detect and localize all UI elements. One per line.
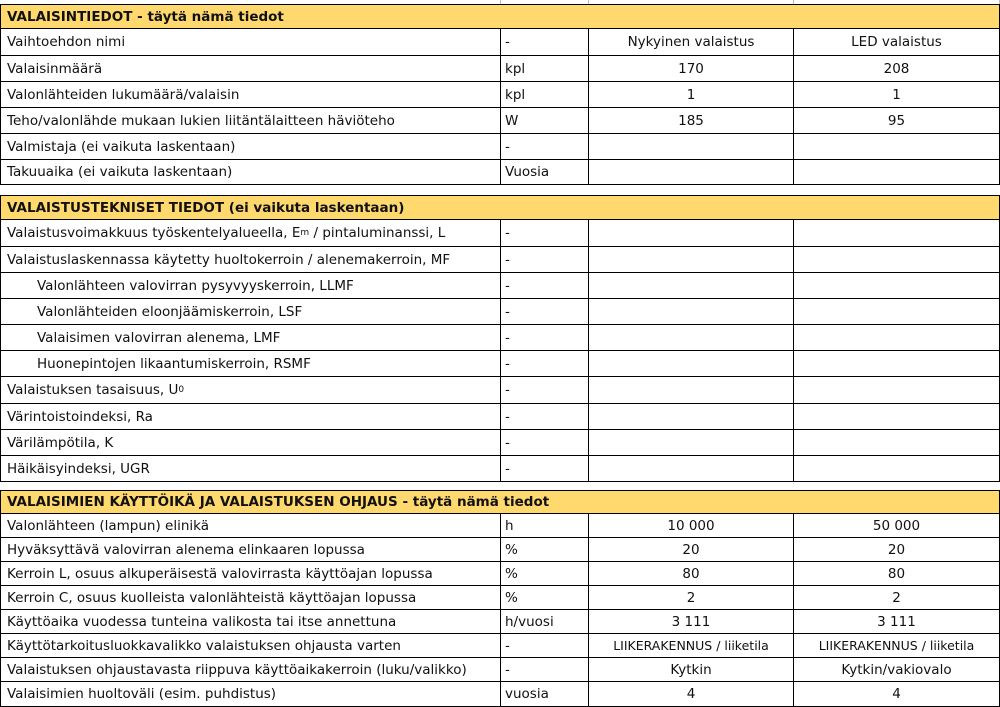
table-row bbox=[0, 108, 1000, 134]
value-cell-current[interactable] bbox=[589, 325, 794, 351]
row-label: Värilämpötila, K bbox=[0, 430, 501, 456]
value-cell-current[interactable] bbox=[589, 456, 794, 482]
row-label: Värintoistoindeksi, Ra bbox=[0, 404, 501, 430]
value-cell-current[interactable]: Nykyinen valaistus bbox=[589, 29, 794, 56]
row-label: Kerroin C, osuus kuolleista valonlähteistä käyttöajan lopussa bbox=[0, 586, 501, 610]
unit-cell[interactable]: - bbox=[501, 299, 589, 325]
value-cell-current[interactable] bbox=[589, 134, 794, 160]
unit-cell[interactable]: kpl bbox=[501, 82, 589, 108]
dropdown-cell-led[interactable]: LIIKERAKENNUS / liiketila bbox=[794, 634, 1000, 658]
value-cell-current[interactable]: 1 bbox=[589, 82, 794, 108]
value-cell-led[interactable]: 95 bbox=[794, 108, 1000, 134]
spacer-row bbox=[0, 185, 1000, 195]
value-cell-led[interactable]: 80 bbox=[794, 562, 1000, 586]
value-cell-led[interactable]: 208 bbox=[794, 56, 1000, 82]
row-label: Valonlähteen valovirran pysyvyyskerroin, LLMF bbox=[0, 273, 501, 299]
value-cell-current[interactable] bbox=[589, 377, 794, 404]
table-row bbox=[0, 56, 1000, 82]
value-cell-led[interactable] bbox=[794, 220, 1000, 247]
table-row bbox=[0, 456, 1000, 482]
table-row bbox=[0, 658, 1000, 682]
value-cell-current[interactable] bbox=[589, 247, 794, 273]
section-title: VALAISIMIEN KÄYTTÖIKÄ JA VALAISTUKSEN OHJAUS - täytä nämä tiedot bbox=[0, 490, 1000, 514]
value-cell-led[interactable] bbox=[794, 325, 1000, 351]
row-label: Käyttötarkoitusluokkavalikko valaistuksen ohjausta varten bbox=[0, 634, 501, 658]
spacer-row bbox=[0, 482, 1000, 490]
section-title: VALAISINTIEDOT - täytä nämä tiedot bbox=[0, 4, 1000, 29]
table-row bbox=[0, 538, 1000, 562]
value-cell-current[interactable]: 170 bbox=[589, 56, 794, 82]
row-label: Häikäisyindeksi, UGR bbox=[0, 456, 501, 482]
table-row bbox=[0, 610, 1000, 634]
row-label: Valaistuksen tasaisuus, U 0 bbox=[0, 377, 501, 404]
unit-cell[interactable]: - bbox=[501, 377, 589, 404]
table-row bbox=[0, 325, 1000, 351]
unit-cell[interactable]: Vuosia bbox=[501, 160, 589, 185]
row-label: Valonlähteen (lampun) elinikä bbox=[0, 514, 501, 538]
value-cell-current[interactable] bbox=[589, 273, 794, 299]
unit-cell[interactable]: h bbox=[501, 514, 589, 538]
unit-cell[interactable]: - bbox=[501, 29, 589, 56]
row-label: Vaihtoehdon nimi bbox=[0, 29, 501, 56]
unit-cell[interactable]: h/vuosi bbox=[501, 610, 589, 634]
value-cell-led[interactable] bbox=[794, 160, 1000, 185]
row-label: Kerroin L, osuus alkuperäisestä valovirrasta käyttöajan lopussa bbox=[0, 562, 501, 586]
value-cell-current[interactable] bbox=[589, 160, 794, 185]
table-row bbox=[0, 514, 1000, 538]
row-label: Valaistuksen ohjaustavasta riippuva käyttöaikakerroin (luku/valikko) bbox=[0, 658, 501, 682]
dropdown-cell-led[interactable]: Kytkin/vakiovalo bbox=[794, 658, 1000, 682]
unit-cell[interactable]: % bbox=[501, 562, 589, 586]
value-cell-current[interactable] bbox=[589, 220, 794, 247]
unit-cell[interactable]: - bbox=[501, 247, 589, 273]
row-label: Valaisinmäärä bbox=[0, 56, 501, 82]
unit-cell[interactable]: vuosia bbox=[501, 682, 589, 707]
row-label: Valaisimen valovirran alenema, LMF bbox=[0, 325, 501, 351]
row-label: Hyväksyttävä valovirran alenema elinkaaren lopussa bbox=[0, 538, 501, 562]
value-cell-led[interactable] bbox=[794, 247, 1000, 273]
unit-cell[interactable]: % bbox=[501, 586, 589, 610]
table-row bbox=[0, 586, 1000, 610]
table-row bbox=[0, 562, 1000, 586]
row-label: Valonlähteiden lukumäärä/valaisin bbox=[0, 82, 501, 108]
table-row bbox=[0, 29, 1000, 56]
value-cell-led[interactable] bbox=[794, 351, 1000, 377]
table-row bbox=[0, 430, 1000, 456]
value-cell-led[interactable] bbox=[794, 134, 1000, 160]
table-row bbox=[0, 377, 1000, 404]
dropdown-cell-current[interactable]: LIIKERAKENNUS / liiketila bbox=[589, 634, 794, 658]
section-header-valaistustekniset bbox=[0, 195, 1000, 220]
unit-cell[interactable]: kpl bbox=[501, 56, 589, 82]
value-cell-current[interactable] bbox=[589, 404, 794, 430]
row-label: Käyttöaika vuodessa tunteina valikosta tai itse annettuna bbox=[0, 610, 501, 634]
table-row bbox=[0, 273, 1000, 299]
unit-cell[interactable]: - bbox=[501, 430, 589, 456]
row-label: Teho/valonlähde mukaan lukien liitäntälaitteen häviöteho bbox=[0, 108, 501, 134]
row-label: Valaistuslaskennassa käytetty huoltokerroin / alenemakerroin, MF bbox=[0, 247, 501, 273]
table-row bbox=[0, 220, 1000, 247]
value-cell-led[interactable] bbox=[794, 456, 1000, 482]
value-cell-led[interactable]: 20 bbox=[794, 538, 1000, 562]
row-label: Valaisimien huoltoväli (esim. puhdistus) bbox=[0, 682, 501, 707]
section-title: VALAISTUSTEKNISET TIEDOT (ei vaikuta laskentaan) bbox=[0, 195, 1000, 220]
table-row bbox=[0, 634, 1000, 658]
value-cell-current[interactable]: 10 000 bbox=[589, 514, 794, 538]
value-cell-led[interactable] bbox=[794, 377, 1000, 404]
unit-cell[interactable]: W bbox=[501, 108, 589, 134]
value-cell-led[interactable] bbox=[794, 430, 1000, 456]
value-cell-current[interactable]: 20 bbox=[589, 538, 794, 562]
unit-cell[interactable]: - bbox=[501, 273, 589, 299]
table-row bbox=[0, 160, 1000, 185]
value-cell-led[interactable] bbox=[794, 273, 1000, 299]
value-cell-current[interactable]: 4 bbox=[589, 682, 794, 707]
unit-cell[interactable]: - bbox=[501, 404, 589, 430]
table-row bbox=[0, 82, 1000, 108]
value-cell-led[interactable]: 1 bbox=[794, 82, 1000, 108]
unit-cell[interactable]: % bbox=[501, 538, 589, 562]
row-label: Takuuaika (ei vaikuta laskentaan) bbox=[0, 160, 501, 185]
value-cell-led[interactable]: LED valaistus bbox=[794, 29, 1000, 56]
row-label: Huonepintojen likaantumiskerroin, RSMF bbox=[0, 351, 501, 377]
unit-cell[interactable]: - bbox=[501, 658, 589, 682]
value-cell-current[interactable]: 3 111 bbox=[589, 610, 794, 634]
unit-cell[interactable]: - bbox=[501, 634, 589, 658]
unit-cell[interactable]: - bbox=[501, 134, 589, 160]
value-cell-led[interactable]: 3 111 bbox=[794, 610, 1000, 634]
value-cell-current[interactable]: 2 bbox=[589, 586, 794, 610]
value-cell-current[interactable]: 185 bbox=[589, 108, 794, 134]
value-cell-current[interactable] bbox=[589, 351, 794, 377]
value-cell-led[interactable]: 50 000 bbox=[794, 514, 1000, 538]
dropdown-cell-current[interactable]: Kytkin bbox=[589, 658, 794, 682]
section-header-kayttoika bbox=[0, 490, 1000, 514]
table-row bbox=[0, 351, 1000, 377]
row-label: Valaistusvoimakkuus työskentelyalueella, E m / pintaluminanssi, L bbox=[0, 220, 501, 247]
row-label: Valmistaja (ei vaikuta laskentaan) bbox=[0, 134, 501, 160]
value-cell-current[interactable] bbox=[589, 430, 794, 456]
value-cell-led[interactable] bbox=[794, 404, 1000, 430]
value-cell-led[interactable]: 2 bbox=[794, 586, 1000, 610]
table-row bbox=[0, 299, 1000, 325]
value-cell-led[interactable] bbox=[794, 299, 1000, 325]
table-row bbox=[0, 247, 1000, 273]
table-row bbox=[0, 682, 1000, 707]
table-row bbox=[0, 134, 1000, 160]
table-row bbox=[0, 404, 1000, 430]
value-cell-led[interactable]: 4 bbox=[794, 682, 1000, 707]
value-cell-current[interactable]: 80 bbox=[589, 562, 794, 586]
unit-cell[interactable]: - bbox=[501, 220, 589, 247]
unit-cell[interactable]: - bbox=[501, 351, 589, 377]
value-cell-current[interactable] bbox=[589, 299, 794, 325]
unit-cell[interactable]: - bbox=[501, 325, 589, 351]
row-label: Valonlähteiden eloonjäämiskerroin, LSF bbox=[0, 299, 501, 325]
section-header-valaisintiedot bbox=[0, 4, 1000, 29]
unit-cell[interactable]: - bbox=[501, 456, 589, 482]
